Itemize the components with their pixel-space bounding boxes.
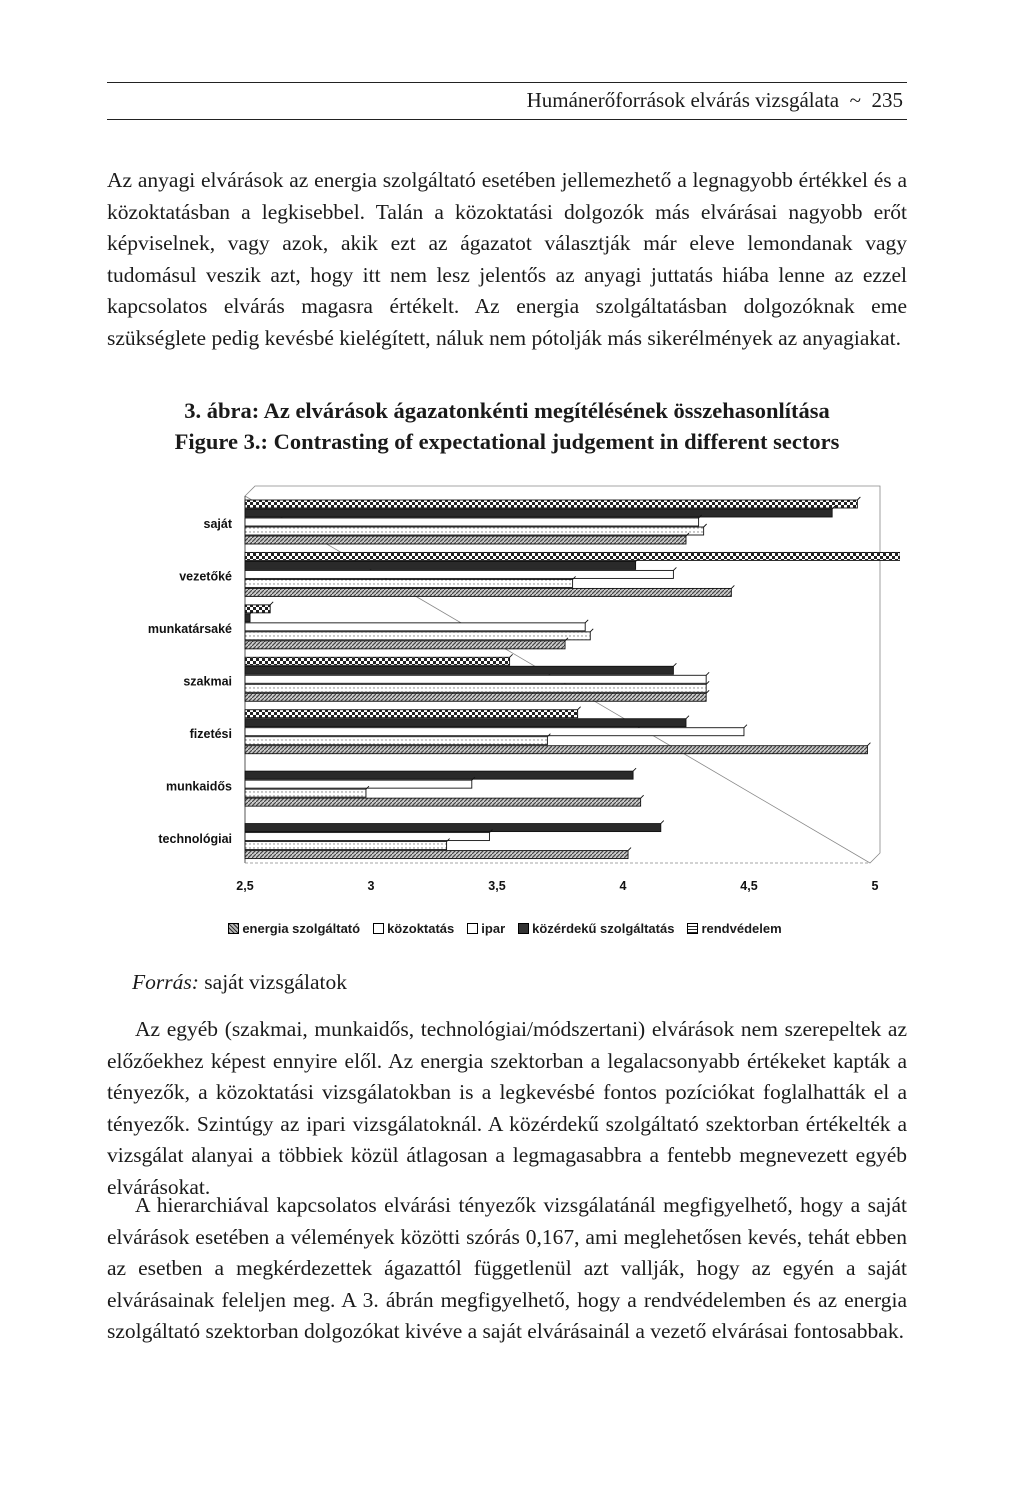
header-separator: ~ xyxy=(849,88,861,112)
bar-energia-szolgáltató xyxy=(245,536,686,544)
bar-közérdekű-szolgáltatás xyxy=(245,509,832,517)
figure-title-en: Figure 3.: Contrasting of expectational judgement in different sectors xyxy=(174,429,840,454)
bar-közérdekű-szolgáltatás xyxy=(245,771,633,779)
bar-depth-edge xyxy=(704,524,707,527)
bar-depth-edge xyxy=(578,707,581,710)
bar-depth-edge xyxy=(673,663,676,666)
category-label: munkaidős xyxy=(166,779,232,794)
bar-közérdekű-szolgáltatás xyxy=(245,561,636,569)
bar-depth-edge xyxy=(661,821,664,824)
x-tick-label: 4 xyxy=(619,879,627,893)
running-title: Humánerőforrások elvárás vizsgálata xyxy=(526,88,840,112)
bar-közoktatás xyxy=(245,579,573,587)
legend-item xyxy=(228,921,360,936)
paragraph-2: Az egyéb (szakmai, munkaidős, technológiai/módszertani) elvárások nem szerepeltek az előzőekhez képest ennyire elől. Az energia szektorban a legalacsonyabb értékeket kapták a tényezők, a közoktatási vizsgálatokban is a legkevésbé fontos pozíciókat foglalhatták el a tényezők. Szintúgy az ipari vizsgálatoknál. A közérdekű szolgáltató szektorban értékelték a vizsgálat alanyai a többiek közül átlagosan a legmagasabbra a fentebb megnevezett egyéb elvárásokat. xyxy=(107,1017,907,1199)
bar-depth-edge xyxy=(590,629,593,632)
bar-depth-edge xyxy=(633,768,636,771)
legend-label: rendvédelem xyxy=(701,921,782,936)
bar-közérdekű-szolgáltatás xyxy=(245,666,673,674)
bar-depth-edge xyxy=(706,672,709,675)
legend-swatch xyxy=(687,923,698,934)
legend-label: közoktatás xyxy=(387,921,455,936)
bar-közérdekű-szolgáltatás xyxy=(245,614,250,622)
category-label: vezetőké xyxy=(179,569,232,584)
bar-depth-edge xyxy=(510,654,513,657)
legend-item xyxy=(518,921,674,936)
bar-depth-edge xyxy=(867,743,870,746)
source-text: saját vizsgálatok xyxy=(204,970,347,994)
bar-energia-szolgáltató xyxy=(245,641,565,649)
bar-energia-szolgáltató xyxy=(245,693,706,701)
bar-depth-edge xyxy=(731,585,734,588)
bar-közérdekű-szolgáltatás xyxy=(245,719,686,727)
x-tick-label: 5 xyxy=(871,879,879,893)
bar-rendvédelem xyxy=(245,552,900,560)
bar-ipar xyxy=(245,728,744,736)
bar-közérdekű-szolgáltatás xyxy=(245,824,661,832)
bar-rendvédelem xyxy=(245,710,578,718)
category-label: technológiai xyxy=(158,831,232,846)
bar-depth-edge xyxy=(270,602,273,605)
chart-legend xyxy=(130,921,880,936)
legend-swatch xyxy=(373,923,384,934)
bar-ipar xyxy=(245,518,699,526)
bar-közoktatás xyxy=(245,737,547,745)
figure-title-hu: 3. ábra: Az elvárások ágazatonkénti megítélésének összehasonlítása xyxy=(184,398,830,423)
bar-ipar xyxy=(245,623,585,631)
category-label: saját xyxy=(203,517,232,532)
bar-rendvédelem xyxy=(245,657,510,665)
bar-depth-edge xyxy=(857,497,860,500)
page-number: 235 xyxy=(871,88,903,112)
bar-depth-edge xyxy=(744,725,747,728)
bar-ipar xyxy=(245,570,673,578)
bar-ipar xyxy=(245,833,489,841)
bar-közoktatás xyxy=(245,842,447,850)
running-header-text xyxy=(527,88,903,113)
legend-item xyxy=(467,921,505,936)
paragraph-3: A hierarchiával kapcsolatos elvárási tényezők vizsgálatánál megfigyelhető, hogy a saját elvárások esetében a vélemények közötti szórás 0,167, ami meglehetősen kevés, tehát ebben az esetben a megkérdezettek ágazattól függetlenül azt vallják, hogy az egyén a saját elvárásainak feleljen meg. A 3. ábrán megfigyelhető, hogy a rendvédelemben és az energia szolgáltató szektorban dolgozókat kivéve a saját elvárásainál a vezető elvárásai fontosabbak. xyxy=(107,1193,907,1343)
bar-közoktatás xyxy=(245,632,590,640)
legend-item xyxy=(687,921,781,936)
bar-depth-edge xyxy=(641,795,644,798)
legend-label: közérdekű szolgáltatás xyxy=(532,921,675,936)
legend-item xyxy=(373,921,454,936)
bar-közoktatás xyxy=(245,684,706,692)
bar-depth-edge xyxy=(585,620,588,623)
bar-energia-szolgáltató xyxy=(245,588,731,596)
bar-közoktatás xyxy=(245,789,366,797)
legend-swatch xyxy=(467,923,478,934)
bar-ipar xyxy=(245,675,706,683)
bar-energia-szolgáltató xyxy=(245,851,628,859)
legend-label: ipar xyxy=(481,921,506,936)
category-label: szakmai xyxy=(183,674,232,689)
bar-rendvédelem xyxy=(245,500,857,508)
source-label: Forrás: xyxy=(132,970,199,994)
x-tick-label: 3,5 xyxy=(488,879,506,893)
running-header xyxy=(107,82,907,120)
x-tick-label: 4,5 xyxy=(740,879,758,893)
paragraph-1: Az anyagi elvárások az energia szolgáltató esetében jellemezhető a legnagyobb értékkel és a közoktatásban a legkisebbel. Talán a közoktatási dolgozók más elvárásai nagyobb erőt képviselnek, vagy azok, akik ezt az ágazatot választják már eleve lemondanak vagy tudomásul veszik azt, hogy itt nem lesz jelentős az anyagi juttatás hiába lenne az ezzel kapcsolatos elvárás magasra értékelt. Az energia szolgáltatásban dolgozóknak eme szükséglete pedig kevésbé kielégített, náluk nem pótolják más sikerélmények az anyagiakat. xyxy=(107,168,907,350)
bar-energia-szolgáltató xyxy=(245,746,867,754)
bar-rendvédelem xyxy=(245,605,270,613)
x-tick-label: 3 xyxy=(367,879,375,893)
legend-swatch xyxy=(518,923,529,934)
x-tick-label: 2,5 xyxy=(236,879,254,893)
bar-depth-edge xyxy=(673,567,676,570)
bar-ipar xyxy=(245,780,472,788)
bar-depth-edge xyxy=(686,716,689,719)
category-label: fizetési xyxy=(189,726,232,741)
category-label: munkatársaké xyxy=(147,622,232,637)
figure-source xyxy=(132,970,347,995)
legend-swatch xyxy=(228,923,239,934)
bar-chart xyxy=(100,478,900,913)
bar-depth-edge xyxy=(628,848,631,851)
bar-közoktatás xyxy=(245,527,704,535)
legend-label: energia szolgáltató xyxy=(242,921,361,936)
bar-energia-szolgáltató xyxy=(245,798,641,806)
